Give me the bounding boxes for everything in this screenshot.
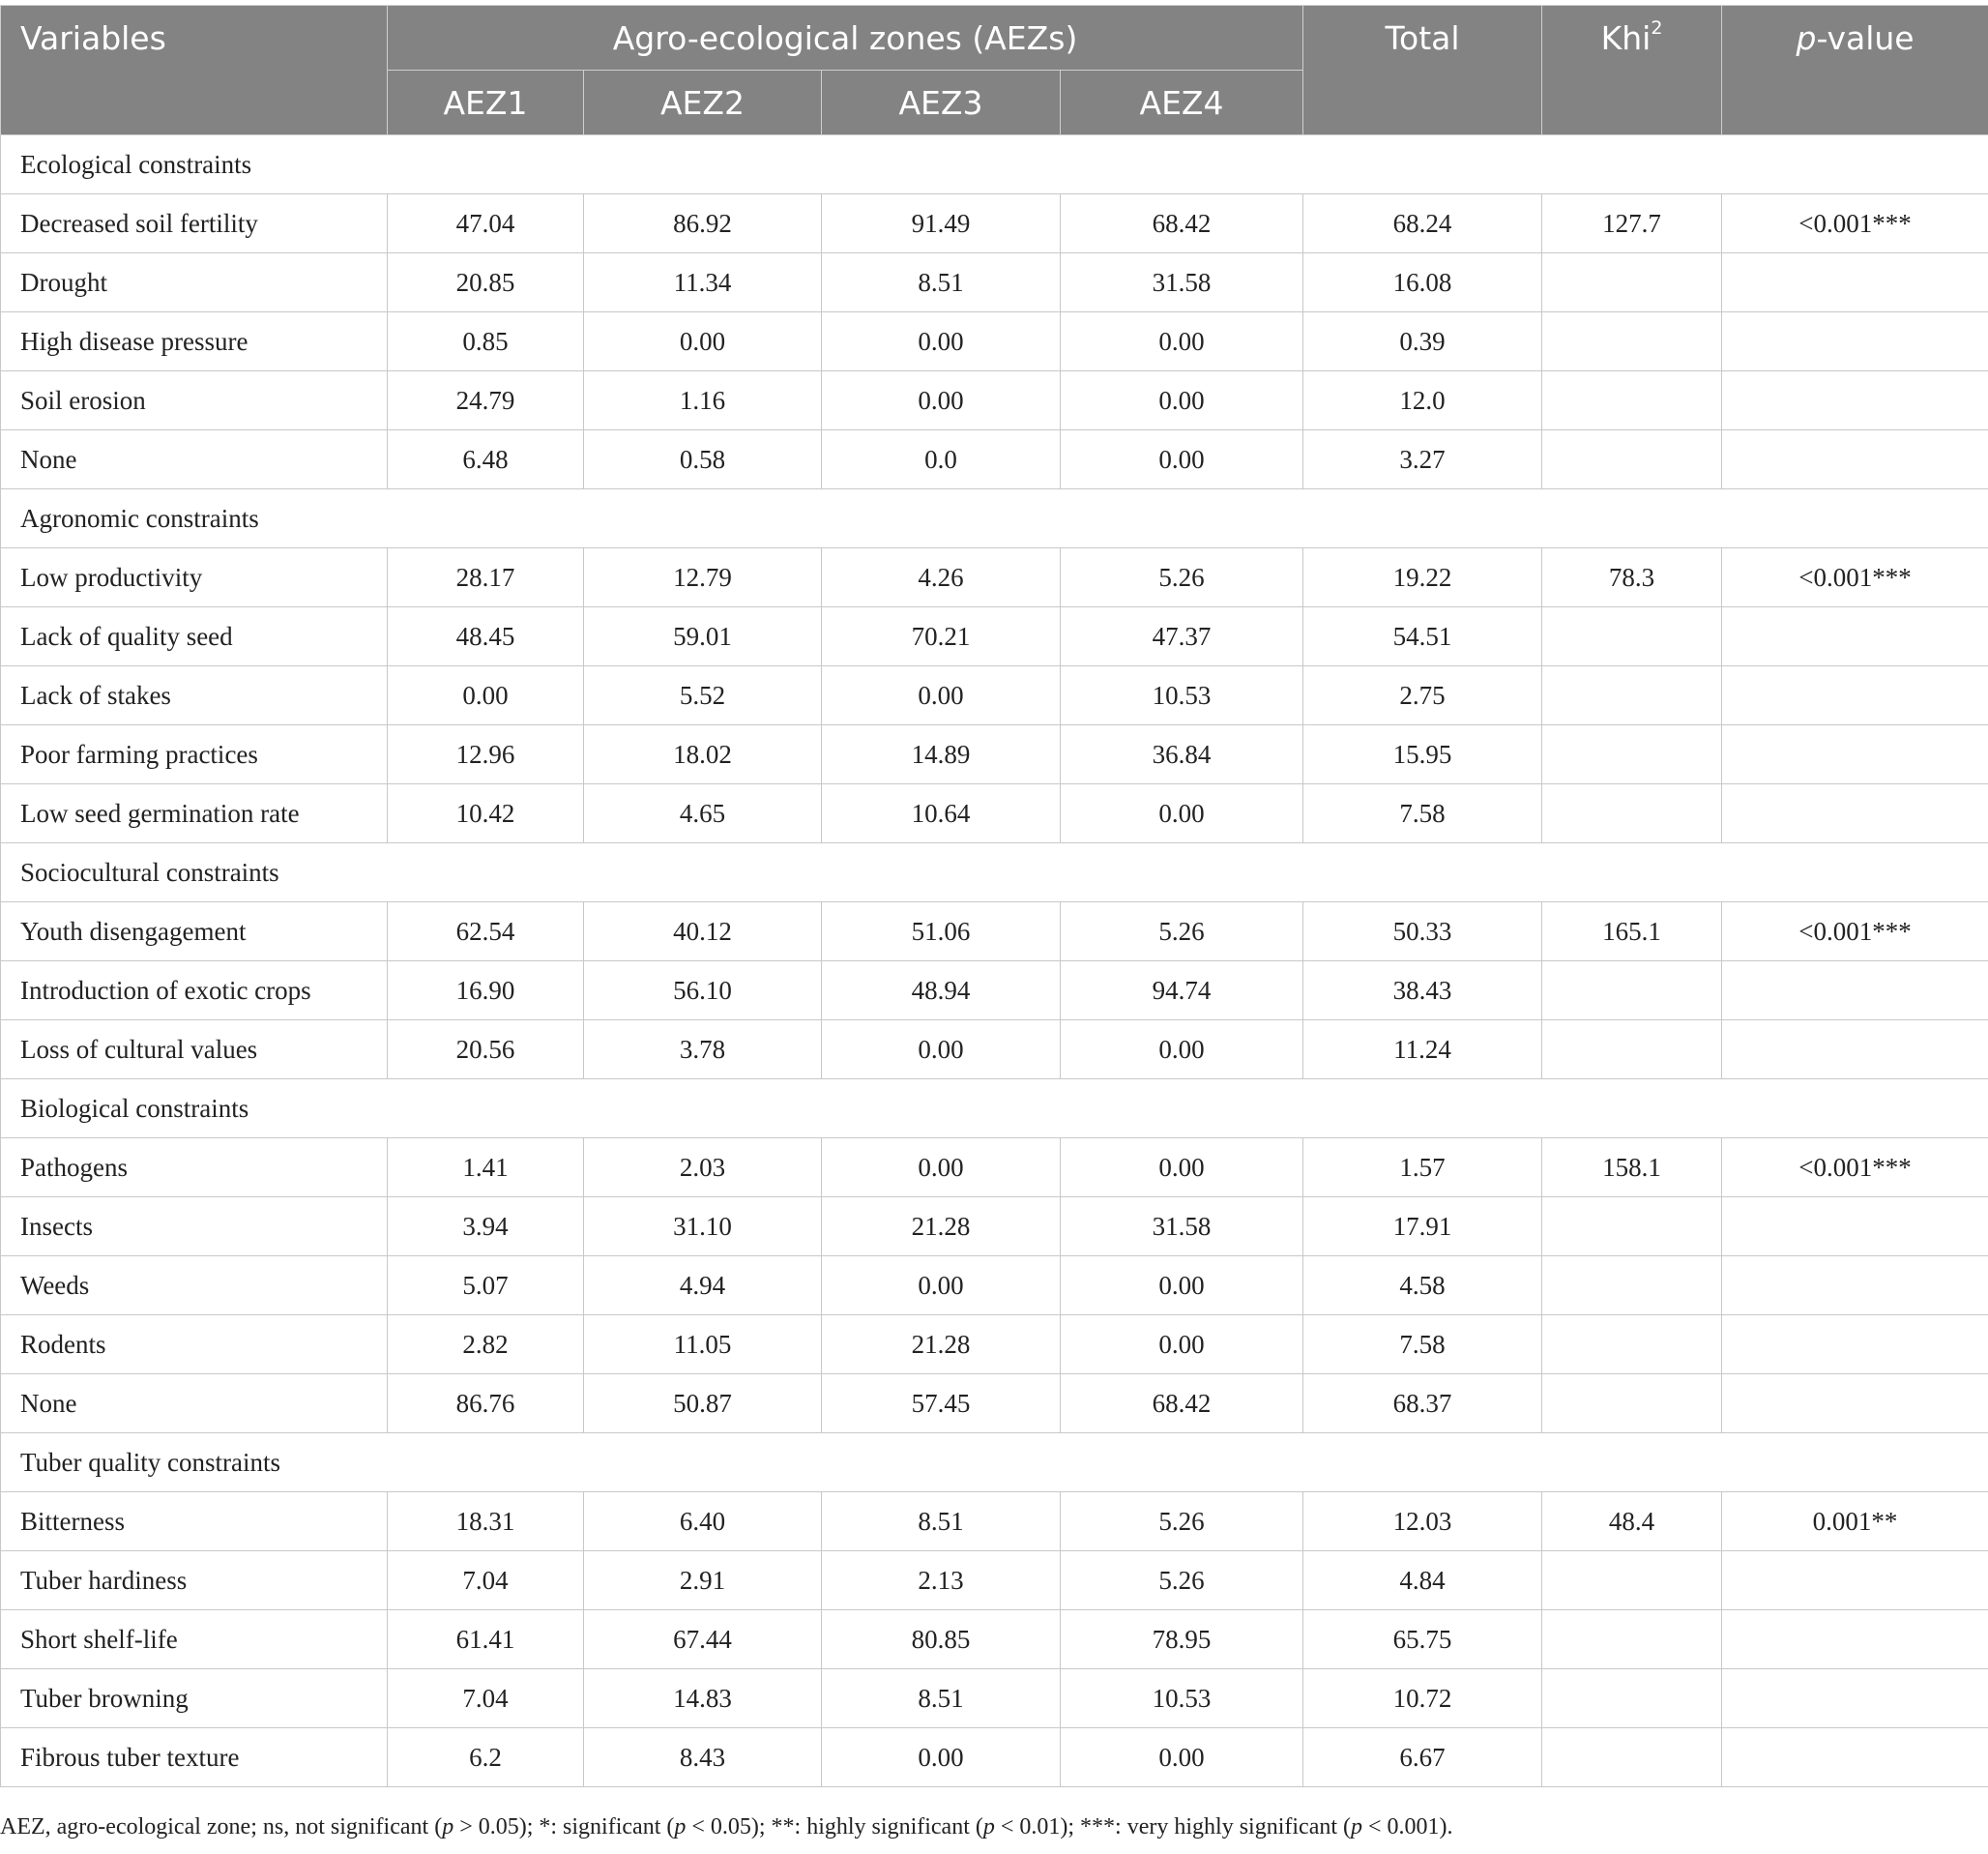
table-cell: [1542, 430, 1722, 489]
footnote-p: p: [1351, 1814, 1363, 1839]
table-cell: 65.75: [1303, 1610, 1542, 1669]
table-row: [1, 1610, 1988, 1669]
row-label: Loss of cultural values: [1, 1020, 388, 1079]
table-cell: [1542, 1728, 1722, 1787]
table-cell: 8.51: [822, 1492, 1061, 1551]
footnote-part: < 0.05); **: highly significant (: [686, 1814, 983, 1839]
table-cell: 68.24: [1303, 194, 1542, 253]
table-cell: 91.49: [822, 194, 1061, 253]
table-cell: [1542, 1669, 1722, 1728]
table-cell: 10.53: [1061, 666, 1303, 725]
table-cell: 38.43: [1303, 961, 1542, 1020]
table-cell: 18.31: [388, 1492, 584, 1551]
table-cell: 6.2: [388, 1728, 584, 1787]
row-label: None: [1, 430, 388, 489]
row-label: Low seed germination rate: [1, 784, 388, 843]
row-label: High disease pressure: [1, 312, 388, 371]
table-cell: 4.26: [822, 548, 1061, 607]
table-cell: 8.43: [584, 1728, 822, 1787]
row-label: Introduction of exotic crops: [1, 961, 388, 1020]
table-cell: 31.10: [584, 1197, 822, 1256]
table-row: [1, 1374, 1988, 1433]
row-label: Bitterness: [1, 1492, 388, 1551]
header-khi-superscript: 2: [1651, 17, 1663, 39]
table-cell: 11.34: [584, 253, 822, 312]
header-p-value: [1722, 6, 1988, 135]
table-cell: 57.45: [822, 1374, 1061, 1433]
table-cell: 0.00: [822, 1138, 1061, 1197]
table-cell: 2.03: [584, 1138, 822, 1197]
table-cell: 7.58: [1303, 784, 1542, 843]
header-khi2: [1542, 6, 1722, 135]
table-cell: 0.00: [1061, 1138, 1303, 1197]
footnote-part: < 0.01); ***: very highly significant (: [994, 1814, 1352, 1839]
table-cell: 7.58: [1303, 1315, 1542, 1374]
table-cell: 0.00: [388, 666, 584, 725]
table-cell: 0.00: [1061, 1020, 1303, 1079]
row-label: Lack of stakes: [1, 666, 388, 725]
table-cell: [1722, 1197, 1988, 1256]
row-label: Short shelf-life: [1, 1610, 388, 1669]
row-label: Drought: [1, 253, 388, 312]
table-row: [1, 902, 1988, 961]
table-cell: [1722, 312, 1988, 371]
table-cell: [1722, 1256, 1988, 1315]
table-cell: [1542, 1551, 1722, 1610]
table-cell: 0.39: [1303, 312, 1542, 371]
table-cell: 0.00: [1061, 312, 1303, 371]
footnote-p: p: [442, 1814, 454, 1839]
table-cell: [1722, 607, 1988, 666]
table-cell: 67.44: [584, 1610, 822, 1669]
table-cell: 3.78: [584, 1020, 822, 1079]
table-row: [1, 666, 1988, 725]
table-cell: 4.84: [1303, 1551, 1542, 1610]
header-p-italic: p: [1796, 19, 1817, 57]
table-cell: [1722, 1610, 1988, 1669]
table-cell: 94.74: [1061, 961, 1303, 1020]
table-cell: [1542, 1256, 1722, 1315]
table-cell: 0.00: [1061, 1315, 1303, 1374]
row-label: Poor farming practices: [1, 725, 388, 784]
table-cell: 86.92: [584, 194, 822, 253]
table-cell: 1.41: [388, 1138, 584, 1197]
row-label: Fibrous tuber texture: [1, 1728, 388, 1787]
table-cell: 10.42: [388, 784, 584, 843]
table-cell: 24.79: [388, 371, 584, 430]
row-label: Lack of quality seed: [1, 607, 388, 666]
row-label: Youth disengagement: [1, 902, 388, 961]
table-cell: 21.28: [822, 1197, 1061, 1256]
table-cell: 70.21: [822, 607, 1061, 666]
table-row: [1, 1669, 1988, 1728]
table-cell: 68.42: [1061, 1374, 1303, 1433]
table-cell: 20.56: [388, 1020, 584, 1079]
table-cell: 127.7: [1542, 194, 1722, 253]
table-cell: 86.76: [388, 1374, 584, 1433]
table-cell: 54.51: [1303, 607, 1542, 666]
table-cell: [1542, 312, 1722, 371]
table-cell: 68.42: [1061, 194, 1303, 253]
table-row: [1, 1315, 1988, 1374]
table-cell: [1542, 253, 1722, 312]
table-cell: 0.00: [1061, 430, 1303, 489]
table-cell: 51.06: [822, 902, 1061, 961]
table-cell: 11.24: [1303, 1020, 1542, 1079]
table-cell: 48.45: [388, 607, 584, 666]
table-row: [1, 194, 1988, 253]
table-row: [1, 1728, 1988, 1787]
table-cell: 8.51: [822, 1669, 1061, 1728]
table-cell: 0.00: [1061, 371, 1303, 430]
table-row: [1, 548, 1988, 607]
table-cell: 3.27: [1303, 430, 1542, 489]
table-cell: [1722, 961, 1988, 1020]
table-cell: [1542, 725, 1722, 784]
table-cell: 5.52: [584, 666, 822, 725]
table-cell: 36.84: [1061, 725, 1303, 784]
section-row: [1, 135, 1988, 194]
table-cell: 0.0: [822, 430, 1061, 489]
constraints-table: [0, 5, 1988, 1787]
table-cell: 3.94: [388, 1197, 584, 1256]
table-cell: 15.95: [1303, 725, 1542, 784]
table-row: [1, 607, 1988, 666]
table-cell: [1722, 253, 1988, 312]
table-cell: 18.02: [584, 725, 822, 784]
row-label: Pathogens: [1, 1138, 388, 1197]
table-cell: 0.00: [822, 1728, 1061, 1787]
table-cell: 8.51: [822, 253, 1061, 312]
table-row: [1, 430, 1988, 489]
table-cell: [1542, 961, 1722, 1020]
footnote-part: > 0.05); *: significant (: [453, 1814, 675, 1839]
table-cell: [1722, 1669, 1988, 1728]
table-cell: [1722, 1315, 1988, 1374]
table-cell: 0.00: [822, 371, 1061, 430]
table-cell: 11.05: [584, 1315, 822, 1374]
table-cell: 5.26: [1061, 1551, 1303, 1610]
table-cell: 0.00: [822, 312, 1061, 371]
table-cell: [1542, 784, 1722, 843]
table-cell: 165.1: [1542, 902, 1722, 961]
table-cell: [1722, 1551, 1988, 1610]
table-cell: 12.79: [584, 548, 822, 607]
table-cell: 14.89: [822, 725, 1061, 784]
table-cell: 2.91: [584, 1551, 822, 1610]
section-row: [1, 489, 1988, 548]
header-p-rest: -value: [1816, 19, 1915, 57]
footnote-p: p: [982, 1814, 995, 1839]
table-cell: 19.22: [1303, 548, 1542, 607]
table-row: [1, 784, 1988, 843]
section-row: [1, 1433, 1988, 1492]
table-cell: 158.1: [1542, 1138, 1722, 1197]
table-cell: [1722, 1374, 1988, 1433]
table-cell: [1722, 1020, 1988, 1079]
table-cell: 7.04: [388, 1551, 584, 1610]
table-cell: 0.85: [388, 312, 584, 371]
table-header: [1, 6, 1988, 135]
row-label: Soil erosion: [1, 371, 388, 430]
table-cell: 50.87: [584, 1374, 822, 1433]
table-cell: 40.12: [584, 902, 822, 961]
table-cell: 5.26: [1061, 1492, 1303, 1551]
table-cell: 4.58: [1303, 1256, 1542, 1315]
row-label: Decreased soil fertility: [1, 194, 388, 253]
section-title: Sociocultural constraints: [1, 843, 1988, 902]
table-row: [1, 1020, 1988, 1079]
table-cell: 0.00: [1061, 784, 1303, 843]
table-cell: 0.00: [822, 666, 1061, 725]
section-row: [1, 843, 1988, 902]
table-cell: 28.17: [388, 548, 584, 607]
table-cell: [1722, 784, 1988, 843]
table-row: [1, 725, 1988, 784]
section-title: Biological constraints: [1, 1079, 1988, 1138]
table-cell: 2.13: [822, 1551, 1061, 1610]
table-cell: 1.57: [1303, 1138, 1542, 1197]
table-cell: 0.001**: [1722, 1492, 1988, 1551]
table-cell: 31.58: [1061, 1197, 1303, 1256]
table-cell: 6.48: [388, 430, 584, 489]
header-variables: Variables: [1, 6, 388, 135]
table-cell: [1542, 1315, 1722, 1374]
table-cell: 0.00: [584, 312, 822, 371]
table-row: [1, 1138, 1988, 1197]
table-cell: <0.001***: [1722, 1138, 1988, 1197]
table-cell: 4.94: [584, 1256, 822, 1315]
table-cell: 47.04: [388, 194, 584, 253]
row-label: None: [1, 1374, 388, 1433]
table-cell: [1722, 725, 1988, 784]
table-cell: 56.10: [584, 961, 822, 1020]
table-cell: 47.37: [1061, 607, 1303, 666]
table-cell: 0.00: [1061, 1728, 1303, 1787]
table-cell: [1542, 607, 1722, 666]
table-cell: 0.00: [822, 1256, 1061, 1315]
footnote-p: p: [674, 1814, 687, 1839]
header-aez-group: Agro-ecological zones (AEZs): [388, 6, 1303, 71]
section-title: Ecological constraints: [1, 135, 1988, 194]
table-cell: 1.16: [584, 371, 822, 430]
table-cell: [1722, 430, 1988, 489]
table-cell: 2.82: [388, 1315, 584, 1374]
table-row: [1, 1197, 1988, 1256]
table-cell: <0.001***: [1722, 902, 1988, 961]
table-cell: [1722, 371, 1988, 430]
header-aez4: AEZ4: [1061, 71, 1303, 135]
table-row: [1, 1492, 1988, 1551]
table-cell: 5.07: [388, 1256, 584, 1315]
table-cell: [1542, 1374, 1722, 1433]
table-cell: 10.72: [1303, 1669, 1542, 1728]
table-cell: [1722, 666, 1988, 725]
table-cell: 78.95: [1061, 1610, 1303, 1669]
table-cell: 12.0: [1303, 371, 1542, 430]
table-cell: 16.08: [1303, 253, 1542, 312]
table-cell: 62.54: [388, 902, 584, 961]
table-cell: 78.3: [1542, 548, 1722, 607]
table-row: [1, 1256, 1988, 1315]
table-cell: [1542, 371, 1722, 430]
table-cell: 12.96: [388, 725, 584, 784]
section-row: [1, 1079, 1988, 1138]
table-cell: <0.001***: [1722, 194, 1988, 253]
table-row: [1, 253, 1988, 312]
table-cell: 5.26: [1061, 548, 1303, 607]
row-label: Insects: [1, 1197, 388, 1256]
table-cell: 59.01: [584, 607, 822, 666]
table-cell: 5.26: [1061, 902, 1303, 961]
table-cell: [1542, 1020, 1722, 1079]
table-cell: 31.58: [1061, 253, 1303, 312]
table-cell: 16.90: [388, 961, 584, 1020]
table-cell: 7.04: [388, 1669, 584, 1728]
table-footnote: [0, 1814, 1453, 1840]
table-cell: 17.91: [1303, 1197, 1542, 1256]
table-row: [1, 312, 1988, 371]
table-cell: [1542, 666, 1722, 725]
section-title: Tuber quality constraints: [1, 1433, 1988, 1492]
section-title: Agronomic constraints: [1, 489, 1988, 548]
row-label: Rodents: [1, 1315, 388, 1374]
table-row: [1, 371, 1988, 430]
table-cell: 61.41: [388, 1610, 584, 1669]
header-khi-text: Khi: [1600, 19, 1652, 57]
table-cell: 21.28: [822, 1315, 1061, 1374]
header-aez3: AEZ3: [822, 71, 1061, 135]
table-cell: 50.33: [1303, 902, 1542, 961]
row-label: Low productivity: [1, 548, 388, 607]
table-cell: 68.37: [1303, 1374, 1542, 1433]
table-cell: 80.85: [822, 1610, 1061, 1669]
table-cell: [1542, 1610, 1722, 1669]
table-row: [1, 961, 1988, 1020]
table-cell: 2.75: [1303, 666, 1542, 725]
table-body: [1, 135, 1988, 1787]
row-label: Tuber hardiness: [1, 1551, 388, 1610]
table-cell: 48.4: [1542, 1492, 1722, 1551]
table-cell: 0.00: [822, 1020, 1061, 1079]
table-cell: 12.03: [1303, 1492, 1542, 1551]
table-cell: 14.83: [584, 1669, 822, 1728]
table-cell: 10.53: [1061, 1669, 1303, 1728]
table-cell: 10.64: [822, 784, 1061, 843]
table-cell: 4.65: [584, 784, 822, 843]
footnote-part: < 0.001).: [1362, 1814, 1453, 1839]
footnote-part: AEZ, agro-ecological zone; ns, not significant (: [0, 1814, 443, 1839]
table-cell: 20.85: [388, 253, 584, 312]
table-cell: <0.001***: [1722, 548, 1988, 607]
table-cell: 0.58: [584, 430, 822, 489]
table-cell: [1722, 1728, 1988, 1787]
row-label: Weeds: [1, 1256, 388, 1315]
header-total: Total: [1303, 6, 1542, 135]
table-cell: 6.67: [1303, 1728, 1542, 1787]
table-cell: 48.94: [822, 961, 1061, 1020]
table-cell: 0.00: [1061, 1256, 1303, 1315]
table-row: [1, 1551, 1988, 1610]
header-aez1: AEZ1: [388, 71, 584, 135]
row-label: Tuber browning: [1, 1669, 388, 1728]
header-aez2: AEZ2: [584, 71, 822, 135]
table-cell: [1542, 1197, 1722, 1256]
table-cell: 6.40: [584, 1492, 822, 1551]
